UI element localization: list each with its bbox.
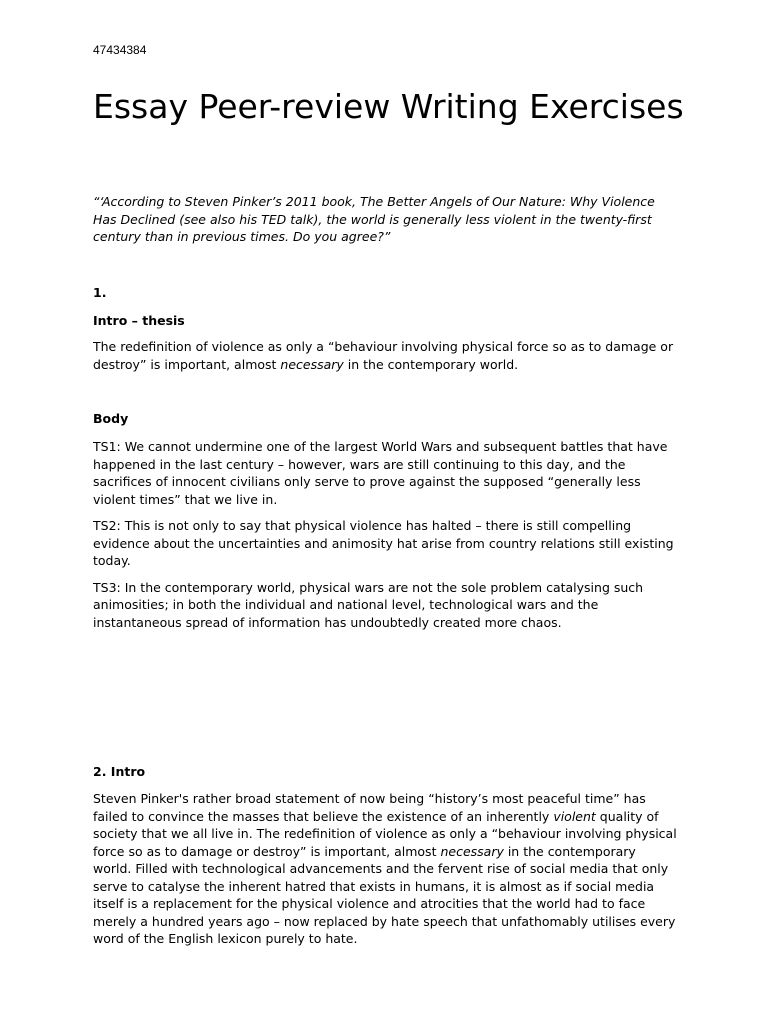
page-title: Essay Peer-review Writing Exercises bbox=[93, 87, 684, 126]
section-1-number: 1. bbox=[93, 285, 107, 300]
topic-sentences bbox=[93, 438, 678, 640]
topic-sentence-3: TS3: In the contemporary world, physical wars are not the sole problem catalysing such animosities; in both the individual and national level, technological wars and the instantaneous spread of information has undoubtedly created more chaos. bbox=[93, 579, 644, 630]
intro-thesis-heading: Intro – thesis bbox=[93, 313, 185, 328]
intro-thesis-emphasis: necessary bbox=[280, 356, 344, 372]
document-id: 47434384 bbox=[93, 43, 147, 57]
section-2-emphasis-violent: violent bbox=[553, 808, 596, 824]
section-2-text-c: in the contemporary world. Filled with technological advancements and the fervent rise of social media that only serve to catalyse the inherent hatred that exists in humans, it is almost as if social media itself is a replacement for the physical violence and atrocities that the world had to face merely a hundred years ago – now replaced by hate speech that unfathomably utilises every word of the English lexicon purely to hate. bbox=[93, 843, 676, 946]
intro-thesis-text bbox=[93, 338, 678, 373]
section-2-text-b: quality of society that we all live in. The redefinition of violence as only a “behaviour involving physical force so as to damage or destroy” is important, almost bbox=[93, 808, 677, 859]
intro-thesis-text-b: in the contemporary world. bbox=[343, 356, 519, 372]
intro-thesis-text-a: The redefinition of violence as only a “behaviour involving physical force so as to damage or destroy” is important, almost bbox=[93, 339, 674, 372]
section-2-intro-text bbox=[93, 790, 678, 948]
body-heading: Body bbox=[93, 411, 129, 426]
topic-sentence-1: TS1: We cannot undermine one of the largest World Wars and subsequent battles that have happened in the last century – however, wars are still continuing to this day, and the sacrifices of innocent civilians only serve to prove against the supposed “generally less violent times” that we live in. bbox=[93, 439, 668, 507]
topic-sentence-2: TS2: This is not only to say that physical violence has halted – there is still compelling evidence about the uncertainties and animosity hat arise from country relations still existing today. bbox=[93, 518, 674, 568]
section-2-text-a: Steven Pinker's rather broad statement of now being “history’s most peaceful time” has failed to convince the masses that believe the existence of an inherently bbox=[93, 791, 646, 824]
section-2-emphasis-necessary: necessary bbox=[440, 843, 504, 859]
section-2-heading: 2. Intro bbox=[93, 764, 146, 779]
essay-prompt: “‘According to Steven Pinker’s 2011 book, The Better Angels of Our Nature: Why Violence Has Declined (see also his TED talk), the world is generally less violent in the twenty-first century than in previous times. Do you agree?” bbox=[93, 194, 655, 244]
